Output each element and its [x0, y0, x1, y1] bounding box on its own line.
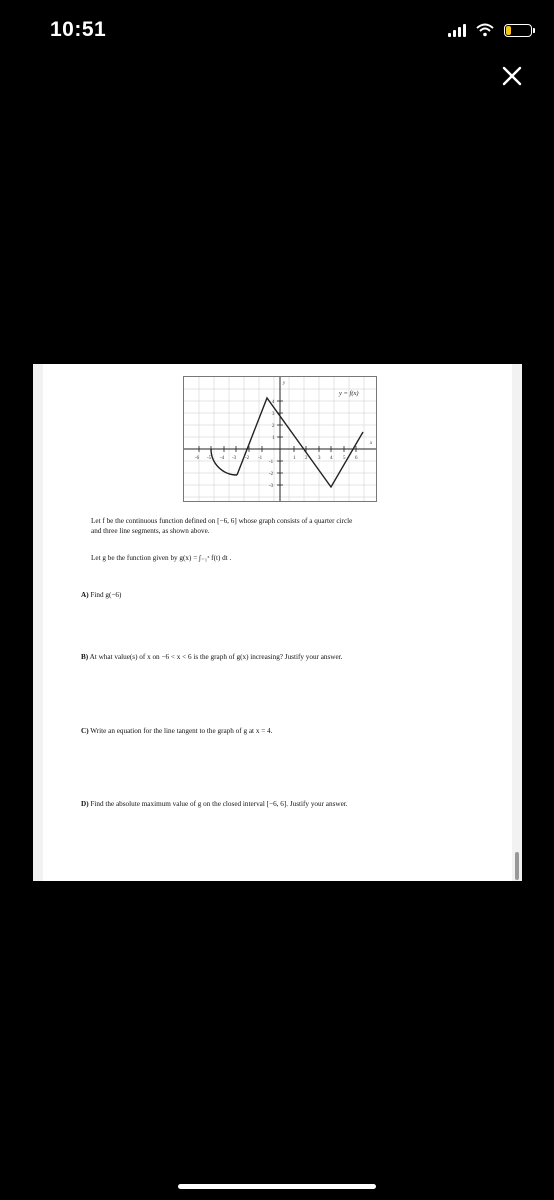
x-tick-label: 4: [330, 456, 333, 461]
question-b: [81, 652, 342, 662]
y-tick-label: 2: [272, 424, 275, 429]
question-text: Find g(−6): [90, 591, 122, 599]
x-tick-label: 3: [318, 456, 321, 461]
y-axis-label: y: [283, 381, 286, 386]
question-label: C): [81, 727, 89, 735]
question-c: [81, 726, 272, 736]
question-label: D): [81, 800, 89, 808]
status-icons: [448, 20, 532, 40]
question-a: [81, 590, 121, 600]
x-tick-label: -4: [220, 456, 225, 461]
question-text: At what value(s) of x on −6 < x < 6 is the graph of g(x) increasing? Justify your answer.: [89, 653, 343, 661]
g-definition: Let g be the function given by g(x) = ∫₋₁ˣ f(t) dt .: [91, 554, 232, 562]
y-tick-label: -2: [269, 472, 274, 477]
question-text: Find the absolute maximum value of g on the closed interval [−6, 6]. Justify your answer.: [90, 800, 348, 808]
page-edge-left: [33, 364, 43, 881]
document-page[interactable]: [33, 364, 522, 881]
close-icon[interactable]: [500, 64, 524, 88]
x-tick-label: 5: [343, 456, 346, 461]
intro-line: Let f be the continuous function defined on [−6, 6] whose graph consists of a quarter circle: [91, 517, 353, 525]
x-tick-label: 2: [305, 456, 308, 461]
function-label: y = f(x): [339, 390, 359, 397]
y-tick-label: 3: [272, 412, 275, 417]
question-label: B): [81, 653, 89, 661]
status-time: 10:51: [50, 18, 107, 41]
home-indicator[interactable]: [178, 1184, 376, 1189]
question-d: [81, 799, 348, 809]
question-label: A): [81, 591, 89, 599]
question-text: Write an equation for the line tangent to the graph of g at x = 4.: [90, 727, 273, 735]
x-tick-label: -6: [195, 456, 200, 461]
x-tick-label: 6: [355, 456, 358, 461]
function-graph: [183, 376, 377, 502]
x-tick-label: 1: [293, 456, 296, 461]
intro-text: [91, 516, 491, 536]
wifi-icon: [476, 23, 494, 37]
x-tick-label: -3: [232, 456, 237, 461]
y-tick-label: -1: [269, 460, 274, 465]
x-tick-label: -5: [207, 456, 212, 461]
battery-icon: [504, 24, 532, 37]
y-tick-label: 4: [272, 400, 275, 405]
scrollbar[interactable]: [515, 852, 519, 880]
page-edge-right: [512, 364, 522, 881]
x-axis-label: x: [370, 441, 373, 446]
x-tick-label: -2: [245, 456, 250, 461]
signal-icon: [448, 23, 466, 37]
intro-line: and three line segments, as shown above.: [91, 527, 210, 535]
y-tick-label: -3: [269, 484, 274, 489]
y-tick-label: 1: [272, 436, 275, 441]
x-tick-label: -1: [258, 456, 263, 461]
